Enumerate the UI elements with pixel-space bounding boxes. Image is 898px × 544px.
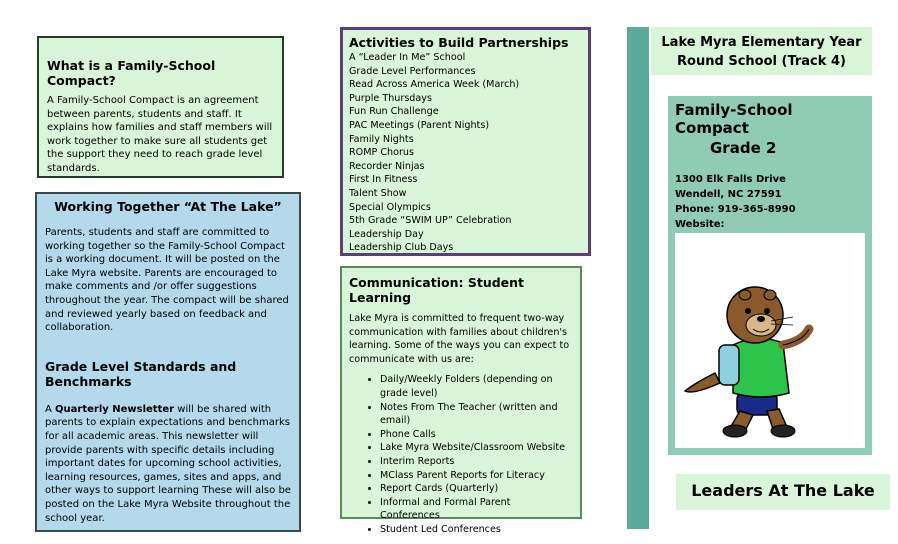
activities-panel [340, 27, 591, 256]
communication-list [349, 373, 573, 536]
activity-item: Fun Run Challenge [349, 106, 439, 118]
communication-title: Communication: Student Learning [349, 275, 525, 305]
activity-item: First In Fitness [349, 174, 418, 186]
panel-body: Parents, students and staff are committed to working together so the Family-School Compact is a working document. It will be posted on the Lake Myra website. Parents are encouraged to make comments and /or offer suggestions throughout the year. The compact will be shared and reviewed yearly based on feedback and collaboration. [45, 227, 289, 334]
communication-item: • Student Led Conferences [380, 523, 573, 537]
activity-item: Family Nights [349, 133, 414, 145]
panel-body: A Family-School Compact is an agreement between parents, students and staff. It explains how families and staff members will work together to make sure all students get the support they need to reach grade level standards. [47, 95, 273, 174]
communication-panel [340, 266, 582, 535]
communication-item: • Daily/Weekly Folders (depending on grade level) [380, 373, 573, 400]
activity-item: Talent Show [349, 187, 407, 199]
family-compact-panel [37, 36, 284, 178]
fold-strip [627, 27, 649, 529]
communication-item: • Informal and Formal Parent Conferences [380, 496, 573, 523]
website-label: Website: [675, 219, 725, 230]
communication-item: • Interim Reports [380, 455, 573, 469]
activities-list [349, 51, 582, 255]
otter-mascot-image [675, 233, 865, 448]
communication-item: • Notes From The Teacher (written and email) [380, 401, 573, 428]
panel-title: What is a Family-School Compact? [47, 58, 216, 88]
grade-label: Grade 2 [710, 139, 777, 157]
activity-item: Read Across America Week (March) [349, 79, 520, 91]
mascot-frame [675, 233, 865, 448]
address-line2: Wendell, NC 27591 [675, 189, 782, 200]
school-name-line1: Lake Myra Elementary Year [661, 35, 862, 50]
activities-title: Activities to Build Partnerships [349, 35, 569, 50]
activity-item: 5th Grade “SWIM UP” Celebration [349, 215, 512, 227]
activity-item: Leadership Club Days [349, 242, 454, 254]
activity-item: ROMP Chorus [349, 147, 415, 159]
phone: Phone: 919-365-8990 [675, 204, 796, 215]
slogan: Leaders At The Lake [691, 481, 875, 500]
slogan-box [676, 474, 890, 510]
school-name-line2: Round School (Track 4) [677, 54, 846, 69]
newsletter-emphasis: Quarterly Newsletter [55, 403, 175, 415]
activity-item: PAC Meetings (Parent Nights) [349, 119, 490, 131]
activity-item: Special Olympics [349, 201, 431, 213]
panel-title: Working Together “At The Lake” [54, 199, 282, 214]
school-name-header [651, 27, 872, 75]
communication-item: • MClass Parent Reports for Literacy [380, 469, 573, 483]
cover-panel [668, 96, 872, 455]
activity-item: Purple Thursdays [349, 92, 432, 104]
communication-item: • Phone Calls [380, 428, 573, 442]
activity-item: Leadership Day [349, 228, 424, 240]
activity-item: Recorder Ninjas [349, 160, 425, 172]
section-body: A Quarterly Newsletter will be shared with parents to explain expectations and benchmarks for all academic areas. This newsletter will provide parents with specific details including important dates for upcoming school activities, learning resources, games, sites and apps, and other ways to support learning These will also be posted on the Lake Myra Website throughout the school year. [45, 403, 291, 524]
section-title: Grade Level Standards and Benchmarks [45, 358, 237, 389]
activity-item: A “Leader In Me” School [349, 52, 466, 63]
communication-item: • Lake Myra Website/Classroom Website [380, 441, 573, 455]
address-line1: 1300 Elk Falls Drive [675, 174, 786, 185]
compact-title: Family-School Compact [675, 101, 793, 137]
communication-item: • Report Cards (Quarterly) [380, 482, 573, 496]
activity-item: Grade Level Performances [349, 65, 476, 77]
communication-intro: Lake Myra is committed to frequent two-way communication with families about children's learning. Some of the ways you can expect to communicate with us are: [349, 313, 570, 365]
working-together-panel [35, 192, 301, 532]
